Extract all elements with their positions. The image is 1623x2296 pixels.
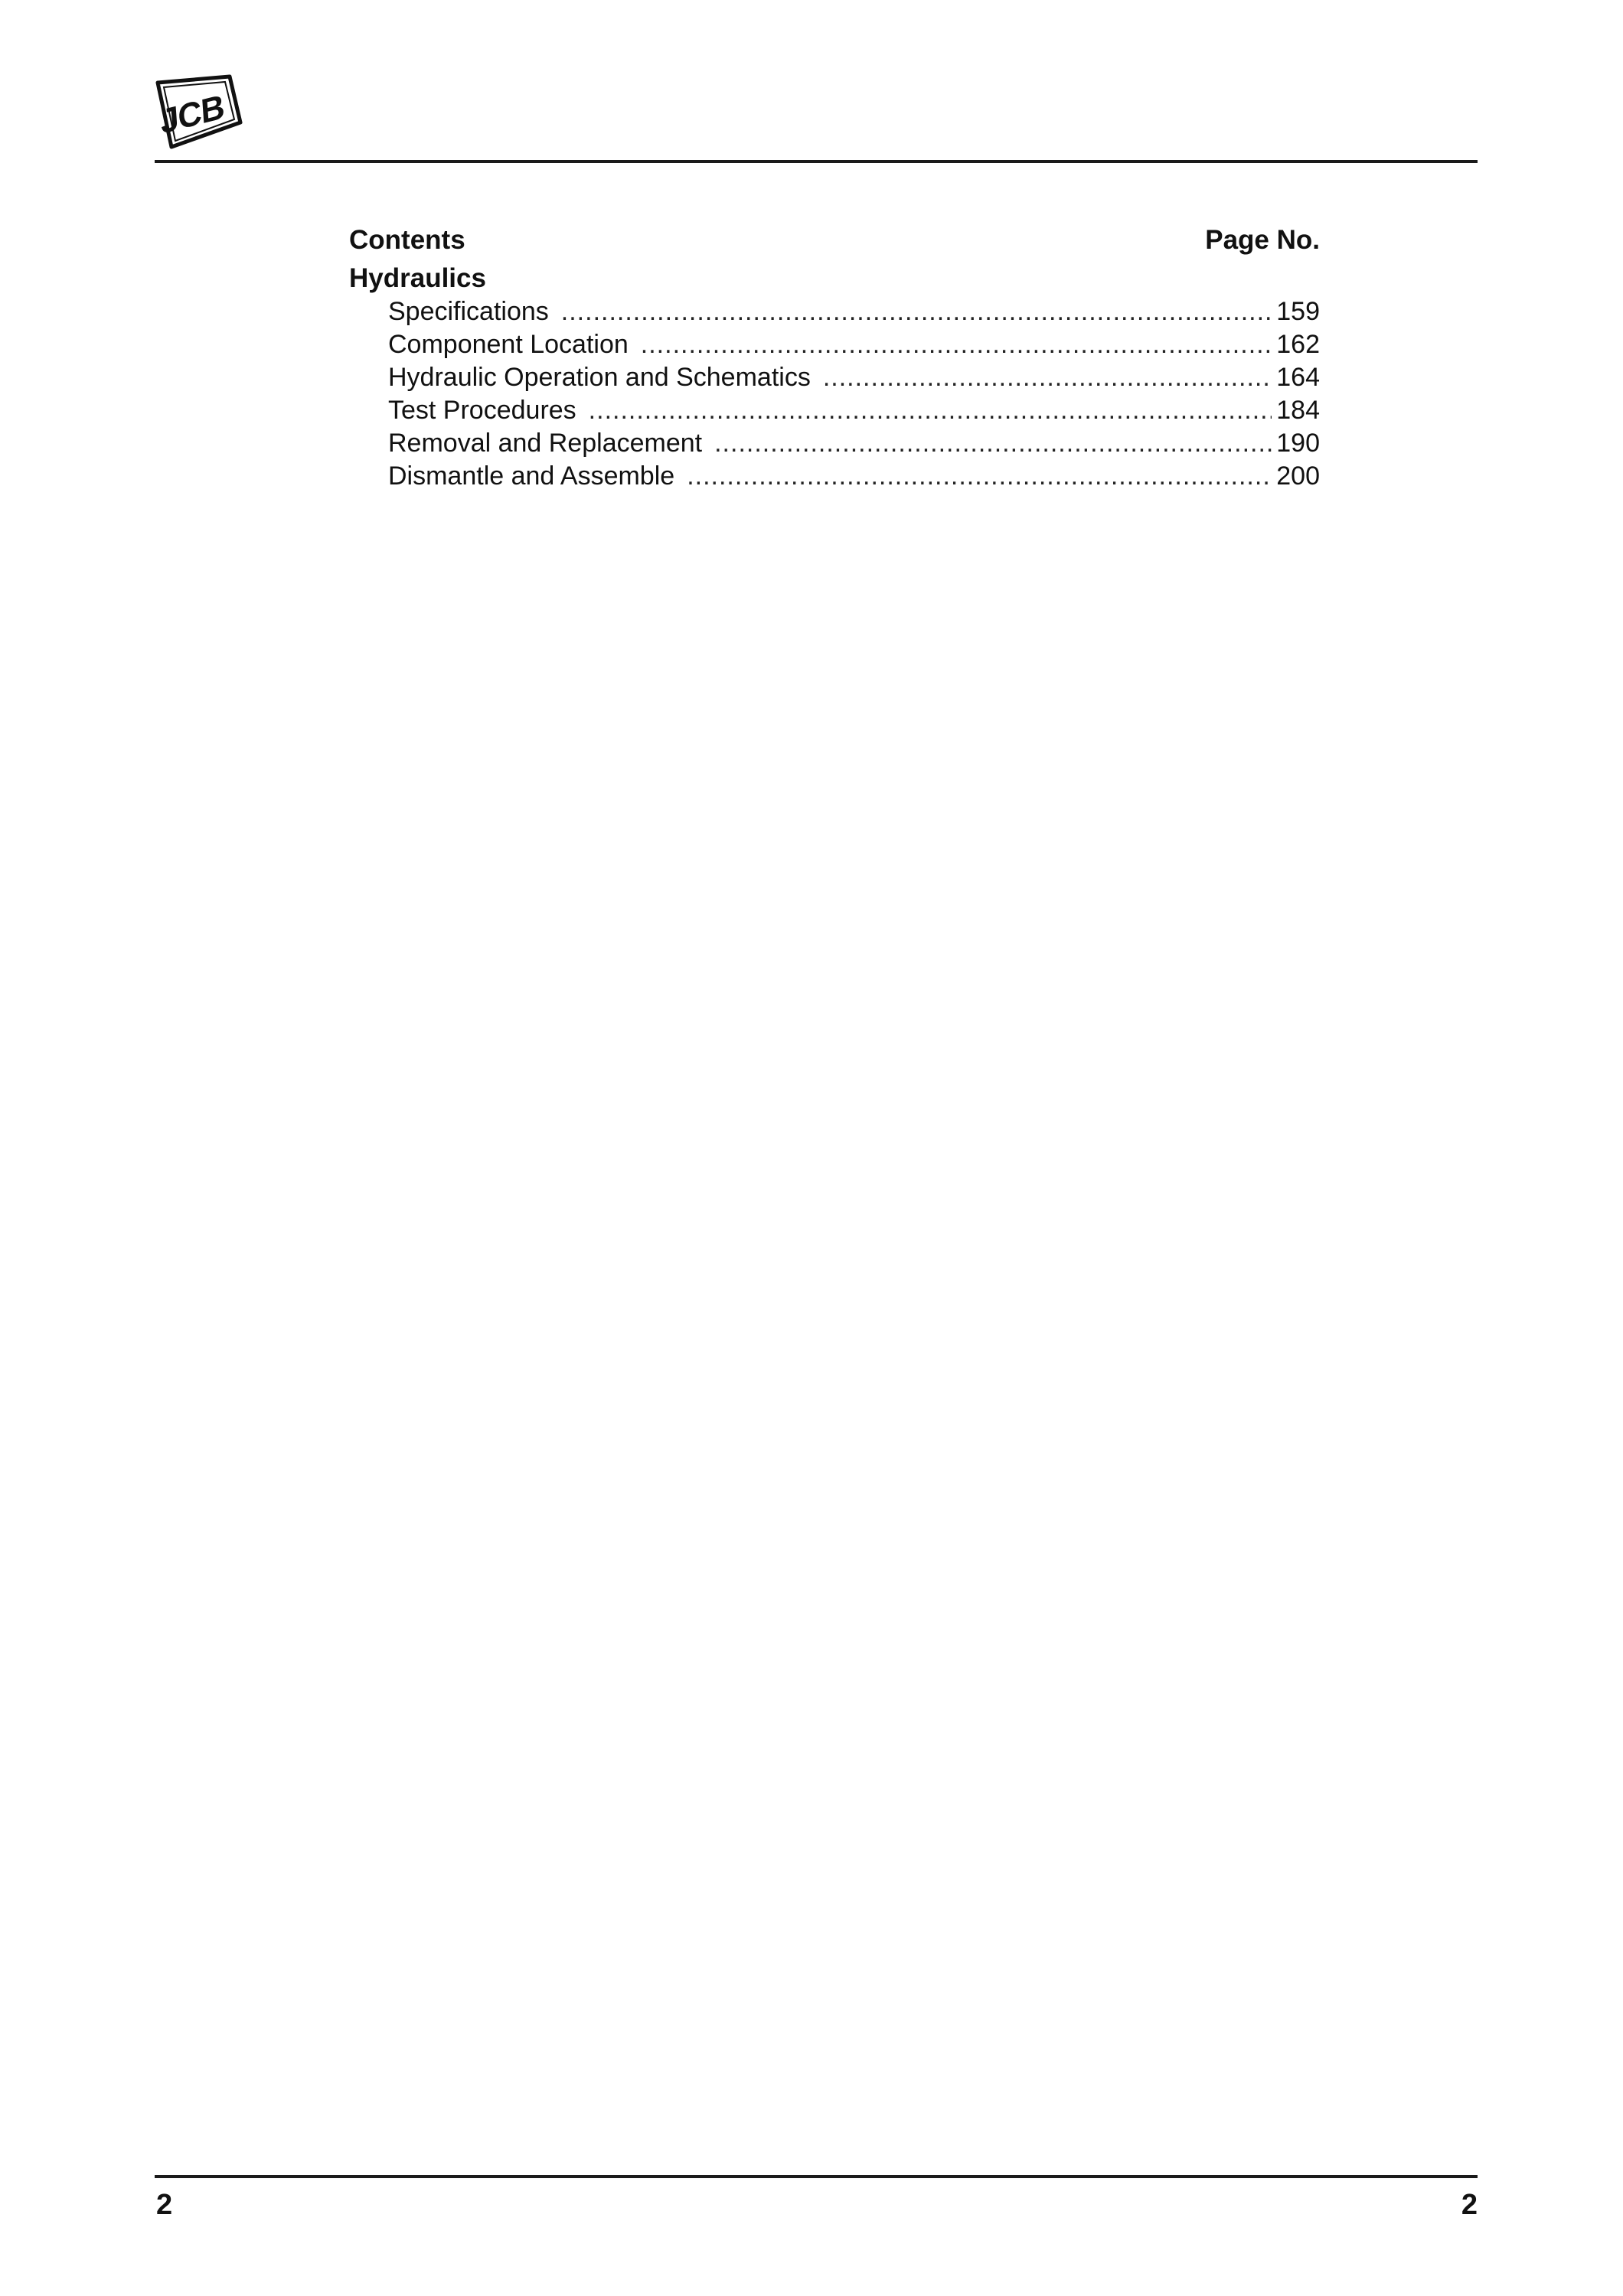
page-number-right: 2 [1461,2189,1478,2221]
header-rule [155,160,1478,163]
toc-entry-label: Dismantle and Assemble [388,461,675,491]
toc-dot-leader [641,328,1272,361]
toc-entry-page: 164 [1276,363,1320,392]
toc-entry-page: 190 [1276,429,1320,458]
toc-entry-page: 184 [1276,396,1320,425]
toc-entry-page: 159 [1276,297,1320,326]
contents-heading: Contents [349,225,465,255]
toc-entry[interactable] [349,361,1320,394]
toc-entry-label: Removal and Replacement [388,429,703,458]
toc-entry-page: 162 [1276,330,1320,359]
toc-dot-leader [714,427,1272,460]
footer-rule [155,2175,1478,2178]
page-number-left: 2 [156,2189,173,2221]
toc-entry-label: Specifications [388,297,549,326]
toc-dot-leader [589,394,1272,427]
toc-entry[interactable] [349,427,1320,460]
toc-entry-page: 200 [1276,461,1320,491]
toc-entry[interactable] [349,460,1320,493]
section-title: Hydraulics [349,263,486,293]
table-of-contents [349,223,1320,493]
toc-dot-leader [823,361,1272,394]
toc-dot-leader [561,295,1272,328]
toc-entry[interactable] [349,295,1320,328]
toc-entry-label: Hydraulic Operation and Schematics [388,363,811,392]
toc-entry-label: Test Procedures [388,396,576,425]
toc-entry[interactable] [349,328,1320,361]
svg-text:JCB: JCB [159,87,226,142]
toc-entry-label: Component Location [388,330,629,359]
page-no-heading: Page No. [1205,225,1320,255]
toc-entry-list [349,295,1320,493]
toc-entry[interactable] [349,394,1320,427]
toc-header [349,223,1320,257]
jcb-logo [153,73,245,153]
toc-dot-leader [687,460,1272,493]
